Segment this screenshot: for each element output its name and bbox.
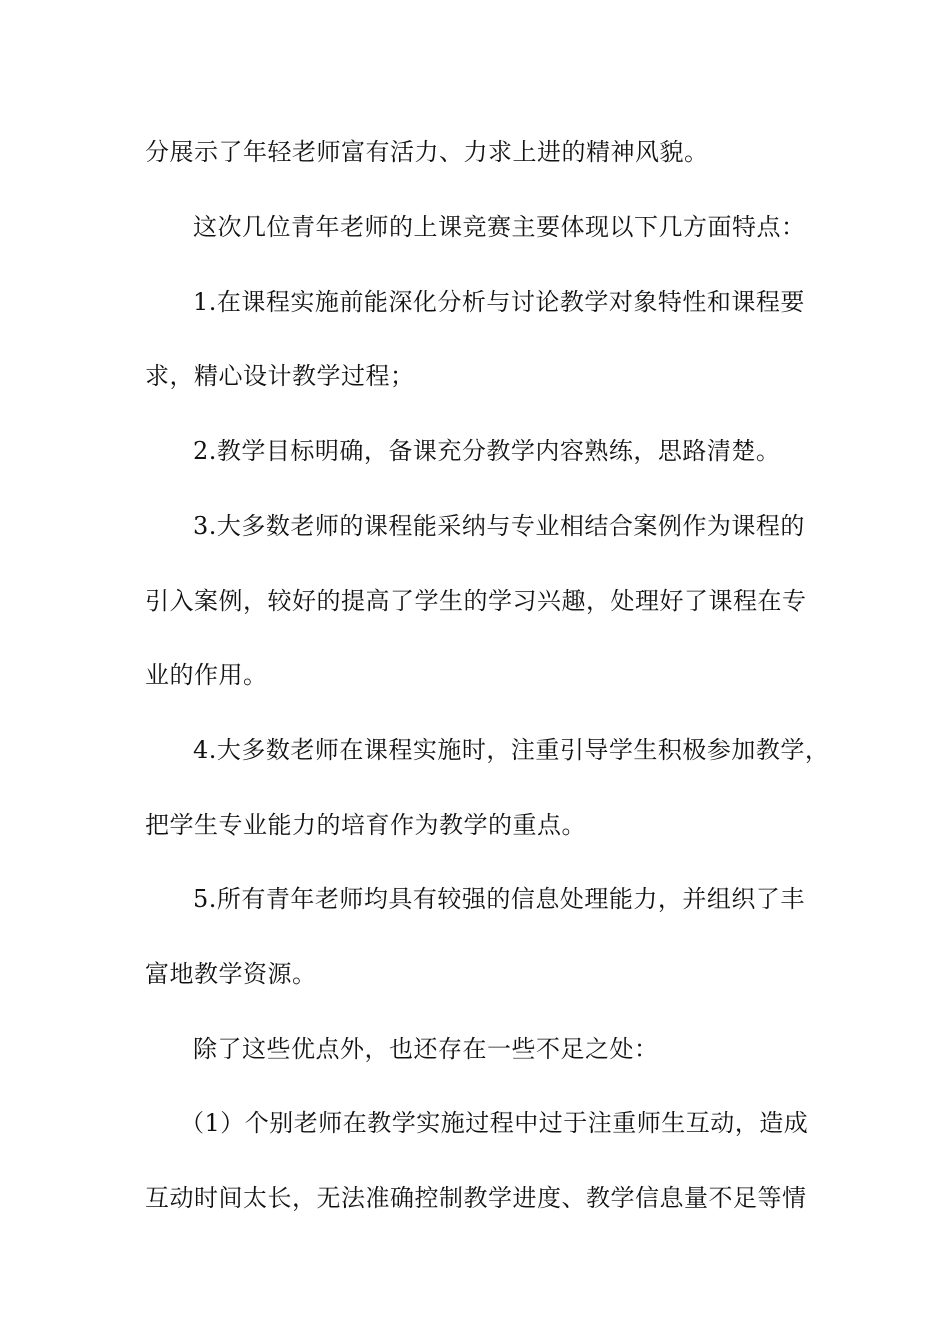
text-line: 互动时间太长，无法准确控制教学进度、教学信息量不足等情	[145, 1184, 807, 1212]
text-line: 3.大多数老师的课程能采纳与专业相结合案例作为课程的	[193, 512, 805, 540]
text-line: 除了这些优点外，也还存在一些不足之处：	[193, 1035, 659, 1063]
text-line: 这次几位青年老师的上课竞赛主要体现以下几方面特点：	[193, 213, 806, 241]
text-line: 引入案例，较好的提高了学生的学习兴趣，处理好了课程在专	[145, 587, 807, 615]
text-line: 富地教学资源。	[145, 960, 317, 988]
text-line: 2.教学目标明确，备课充分教学内容熟练，思路清楚。	[193, 437, 781, 465]
text-line: 4.大多数老师在课程实施时，注重引导学生积极参加教学，	[193, 736, 830, 764]
text-line: 求，精心设计教学过程；	[145, 362, 415, 390]
text-line: 5.所有青年老师均具有较强的信息处理能力，并组织了丰	[193, 885, 805, 913]
text-line: 分展示了年轻老师富有活力、力求上进的精神风貌。	[145, 138, 709, 166]
text-line: 1.在课程实施前能深化分析与讨论教学对象特性和课程要	[193, 288, 805, 316]
text-line: 把学生专业能力的培育作为教学的重点。	[145, 811, 586, 839]
text-line: 业的作用。	[145, 661, 268, 689]
text-line: （1）个别老师在教学实施过程中过于注重师生互动，造成	[180, 1109, 809, 1137]
